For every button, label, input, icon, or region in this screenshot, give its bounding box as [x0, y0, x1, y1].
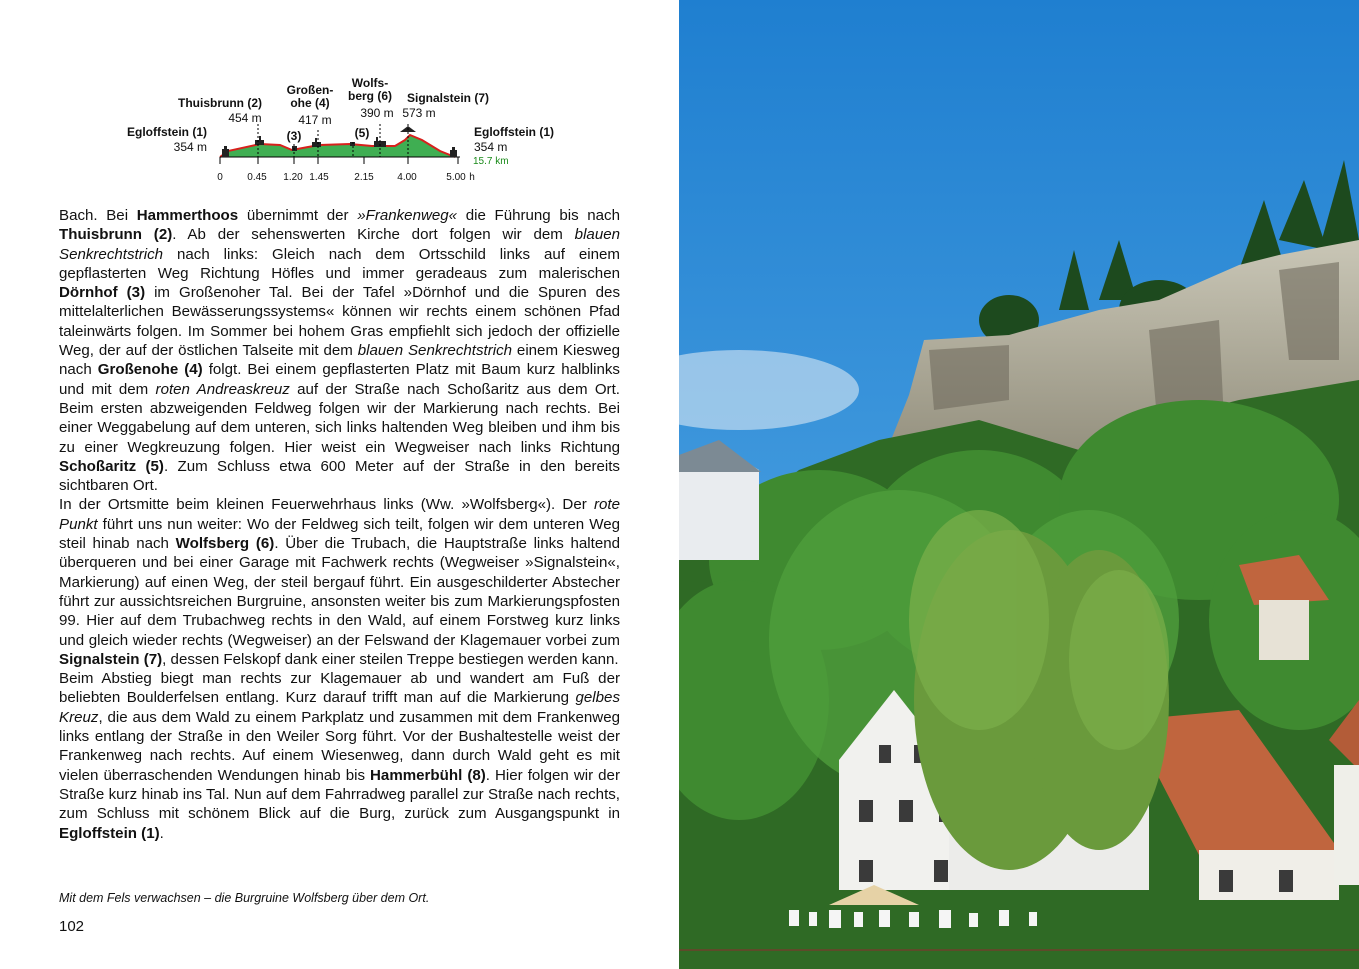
time-tick: 1.45 [309, 172, 329, 183]
stop-signalstein-alt: 573 m [402, 106, 436, 120]
total-distance: 15.7 km [473, 156, 509, 167]
time-tick: 5.00 [446, 172, 466, 183]
time-tick: 1.20 [283, 172, 303, 183]
stop-wolfsberg: Wolfs- berg (6) [347, 76, 392, 103]
page-number: 102 [59, 918, 85, 935]
stop-grossenohe: Großen- ohe (4) [286, 83, 334, 110]
stop-egloffstein-end-alt: 354 m [474, 140, 508, 154]
stop-schossaritz: (5) [354, 126, 370, 140]
paragraph: Bach. Bei Hammerthoos übernimmt der »Frankenweg« die Führung bis nach Thuisbrunn (2). Ab der sehenswerten Kirche dort folgen wir dem blauen Senkrechtstrich nach links: Gleich nach dem Ortsschild links auf einem gepflasterten Weg Richtung Höfles und immer geradeaus zum malerischen Dörnhof (3) im Großenoher Tal. Bei der Tafel »Dörnhof und die Spuren des mittelalterlichen Bewässerungssystems« können wir rechts einem schönen Pfad taleinwärts folgen. Im Sommer bei hohem Gras empfiehlt sich jedoch der offizielle Weg, der auf der östlichen Talseite mit dem blauen Senkrechtstrich einem Kiesweg nach Großenohe (4) folgt. Bei einem gepflasterten Platz mit Baum kurz halblinks und mit dem roten Andreaskreuz auf der Straße nach Schoßaritz aus dem Ort. Beim ersten abzweigenden Feldweg folgen wir der Markierung nach rechts. Bei einer Weggabelung auf dem unteren, sich links haltenden Weg bleiben und ihm bis zu einer Wegkreuzung folgen. Hier weist ein Wegweiser nach links Richtung Schoßaritz (5). Zum Schluss etwa 600 Meter auf der Straße in den bereits sichtbaren Ort. [59, 207, 620, 495]
stop-signalstein: Signalstein (7) [406, 91, 489, 105]
elevation-profile [110, 72, 580, 187]
paragraph: In der Ortsmitte beim kleinen Feuerwehrhaus links (Ww. »Wolfsberg«). Der rote Punkt führt uns nun weiter: Wo der Feldweg sich teilt, folgen wir dem unteren Weg steil hinab nach Wolfsberg (6). Über die Trubach, die Hauptstraße links haltend überqueren und bei einer Garage mit Fachwerk rechts (Wegweiser »Signalstein«, Markierung) auf einen Weg, der steil bergauf führt. Ein ausgeschilderter Abstecher führt zur aussichtsreichen Burgruine, ansonsten weiter bis zum Markierungspfosten 99. Hier auf dem Trubachweg rechts in den Wald, auf einem Forstweg kurz links und gleich wieder rechts (Wegweiser) an der Felswand der Klagemauer vorbei zum Signalstein (7), dessen Felskopf dank einer steilen Treppe bestiegen werden kann. [59, 496, 621, 668]
stop-egloffstein-start-alt: 354 m [173, 140, 207, 154]
body-text [59, 206, 620, 843]
photo-landscape [679, 0, 1359, 969]
time-unit: h [469, 172, 475, 183]
stop-egloffstein-end: Egloffstein (1) [474, 125, 554, 139]
time-tick: 4.00 [397, 172, 417, 183]
time-tick: 0 [217, 172, 223, 183]
stop-thuisbrunn: Thuisbrunn (2) [178, 96, 262, 110]
photo-caption: Mit dem Fels verwachsen – die Burgruine Wolfsberg über dem Ort. [59, 891, 430, 905]
paragraph: Beim Abstieg biegt man rechts zur Klagemauer ab und wandert am Fuß der beliebten Boulderfelsen entlang. Kurz darauf trifft man auf die Markierung gelbes Kreuz, die aus dem Wald zu einem Parkplatz und zusammen mit dem Frankenweg links entlang der Straße in den Weiler Sorg führt. Vor der Bushaltestelle weist der Frankenweg nach rechts. Auf einem Wiesenweg, dann durch Wald geht es mit vielen überraschenden Wendungen hinab bis Hammerbühl (8). Hier folgen wir der Straße kurz hinab ins Tal. Nun auf dem Fahrradweg parallel zur Straße nach rechts, zum Schluss mit schönem Blick auf die Burg, zurück zum Ausgangspunkt in Egloffstein (1). [59, 670, 620, 842]
stop-doernhof: (3) [286, 129, 302, 143]
stop-egloffstein-start: Egloffstein (1) [127, 125, 207, 139]
time-tick: 2.15 [354, 172, 374, 183]
stop-thuisbrunn-alt: 454 m [228, 111, 262, 125]
photo-castle-ruin [679, 0, 1359, 969]
stop-wolfsberg-alt: 390 m [360, 106, 394, 120]
left-page [0, 0, 679, 969]
stop-grossenohe-alt: 417 m [298, 113, 332, 127]
time-tick: 0.45 [247, 172, 267, 183]
